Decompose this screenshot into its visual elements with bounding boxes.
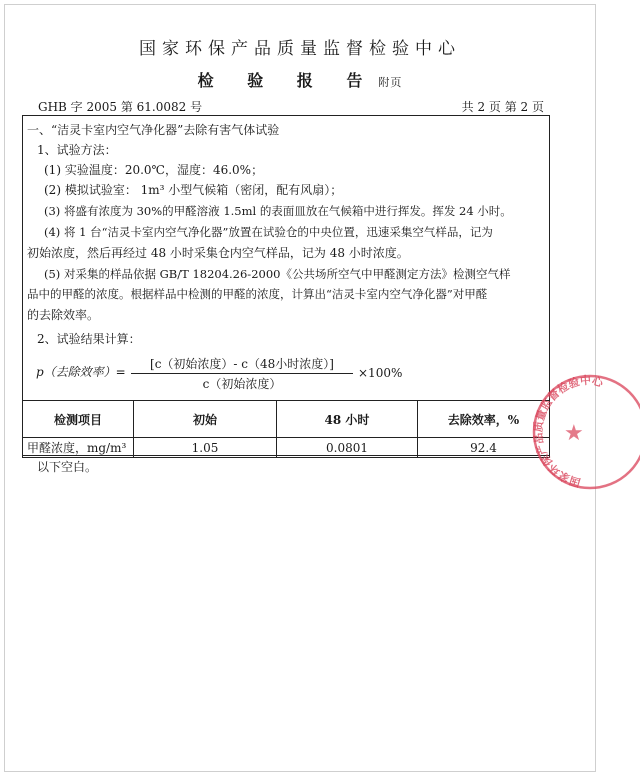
- section-heading: 一、“洁灵卡室内空气净化器”去除有害气体试验: [27, 123, 280, 137]
- svg-text:★: ★: [564, 421, 584, 446]
- method-item-1: (1) 实验温度：20.0℃，湿度：46.0%；: [44, 163, 264, 177]
- calc-heading: 2、试验结果计算：: [37, 332, 141, 346]
- efficiency-formula: [36, 357, 403, 391]
- report-title-suffix: 附页: [378, 76, 403, 89]
- results-table: [22, 400, 550, 458]
- report-title-text: 检 验 报 告: [197, 71, 377, 90]
- table-header-row: [23, 401, 550, 438]
- formula-fraction: [131, 355, 353, 392]
- formula-tail: ×100%: [358, 366, 403, 380]
- table-header: 检测项目: [23, 401, 134, 438]
- table-header: 48 小时: [277, 401, 418, 438]
- formula-numerator: [c（初始浓度）- c（48小时浓度）]: [131, 355, 353, 374]
- method-item-2: (2) 模拟试验室： 1m³ 小型气候箱（密闭，配有风扇）；: [44, 183, 343, 197]
- official-seal-stamp: [520, 372, 640, 502]
- report-number: GHB 字 2005 第 61.0082 号: [38, 100, 203, 114]
- table-header: 去除效率，%: [418, 401, 550, 438]
- formula-left: p（去除效率）=: [36, 365, 126, 379]
- method-item-5-line-1: (5) 对采集的样品依据 GB/T 18204.26-2000《公共场所空气中甲醛测定方法》检测空气样: [44, 267, 511, 281]
- table-cell: 甲醛浓度，mg/m³: [23, 438, 134, 458]
- method-item-5-line-3: 的去除效率。: [27, 308, 100, 322]
- page-info: 共 2 页 第 2 页: [461, 100, 544, 114]
- report-title: [0, 68, 600, 91]
- table-header: 初始: [134, 401, 277, 438]
- table-row: [23, 438, 550, 458]
- method-item-5-line-2: 品中的甲醛的浓度。根据样品中检测的甲醛的浓度，计算出“洁灵卡室内空气净化器”对甲醛: [27, 287, 488, 301]
- blank-below-note: 以下空白。: [37, 460, 98, 474]
- table-cell: 92.4: [418, 438, 550, 458]
- svg-text:国家环保产品质量监督检验中心: 国家环保产品质量监督检验中心: [531, 373, 605, 490]
- organization-title: 国家环保产品质量监督检验中心: [139, 39, 461, 59]
- method-heading: 1、试验方法：: [37, 143, 117, 157]
- method-item-3: (3) 将盛有浓度为 30%的甲醛溶液 1.5ml 的表面皿放在气候箱中进行挥发。挥发 24 小时。: [44, 204, 512, 218]
- formula-denominator: c（初始浓度）: [202, 377, 282, 391]
- method-item-4-line-2: 初始浓度，然后再经过 48 小时采集仓内空气样品，记为 48 小时浓度。: [27, 246, 409, 260]
- method-item-4-line-1: (4) 将 1 台“洁灵卡室内空气净化器”放置在试验仓的中央位置，迅速采集空气样品，记为: [44, 225, 493, 239]
- table-cell: 0.0801: [277, 438, 418, 458]
- table-cell: 1.05: [134, 438, 277, 458]
